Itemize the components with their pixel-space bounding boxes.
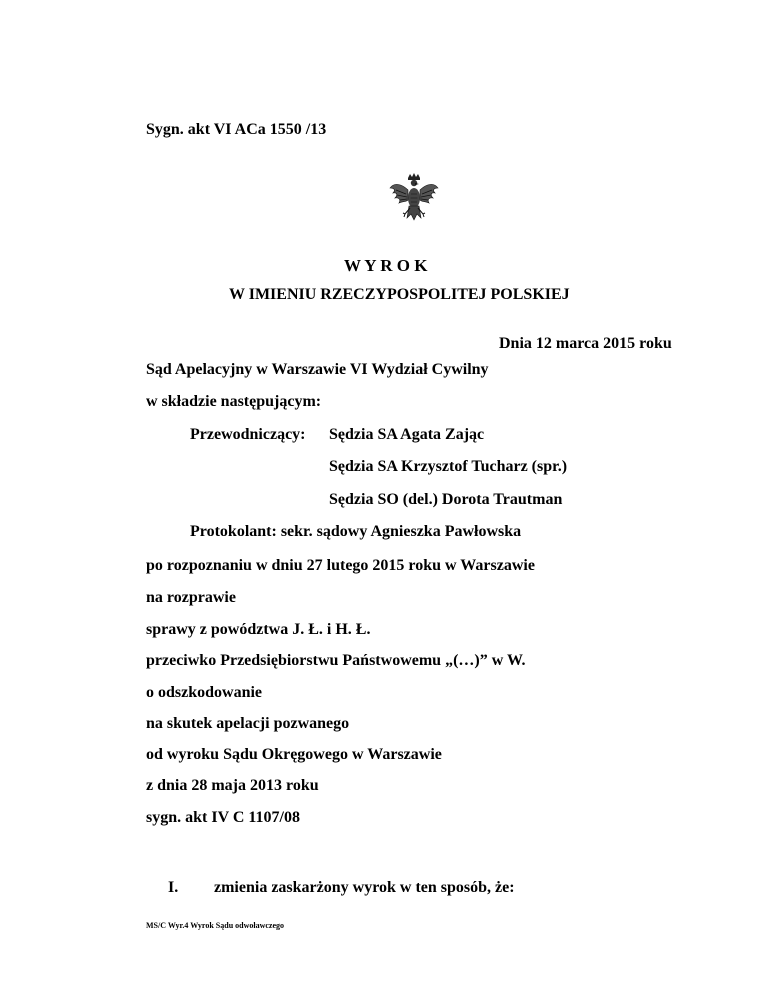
verdict-date: Dnia 12 marca 2015 roku [499, 335, 672, 352]
case-detail-line: o odszkodowanie [146, 684, 263, 701]
case-detail-line: od wyroku Sądu Okręgowego w Warszawie [146, 746, 442, 763]
case-detail-line: przeciwko Przedsiębiorstwu Państwowemu „(…)” w W. [146, 652, 526, 669]
ruling-numeral: I. [168, 879, 179, 896]
chair-label: Przewodniczący: [190, 426, 306, 443]
composition-intro: w składzie następującym: [146, 393, 322, 410]
form-footer: MS/C Wyr.4 Wyrok Sądu odwoławczego [146, 921, 285, 930]
case-detail-line: po rozpoznaniu w dniu 27 lutego 2015 roku w Warszawie [146, 557, 535, 574]
case-detail-line: z dnia 28 maja 2013 roku [146, 777, 319, 794]
case-detail-line: sprawy z powództwa J. Ł. i H. Ł. [146, 621, 371, 638]
court-name: Sąd Apelacyjny w Warszawie VI Wydział Cywilny [146, 361, 489, 378]
judge-delegated: Sędzia SO (del.) Dorota Trautman [329, 491, 563, 508]
judge-rapporteur: Sędzia SA Krzysztof Tucharz (spr.) [329, 458, 568, 475]
polish-eagle-emblem-icon [388, 172, 440, 228]
court-clerk: Protokolant: sekr. sądowy Agnieszka Pawłowska [190, 523, 522, 540]
ruling-text: zmienia zaskarżony wyrok w ten sposób, że: [214, 879, 515, 896]
verdict-subtitle: W IMIENIU RZECZYPOSPOLITEJ POLSKIEJ [229, 286, 570, 303]
case-detail-line: sygn. akt IV C 1107/08 [146, 809, 300, 826]
case-signature: Sygn. akt VI ACa 1550 /13 [146, 121, 327, 138]
case-detail-line: na skutek apelacji pozwanego [146, 715, 350, 732]
verdict-title: W Y R O K [344, 256, 428, 275]
chair-name: Sędzia SA Agata Zając [329, 426, 485, 443]
case-detail-line: na rozprawie [146, 589, 236, 606]
